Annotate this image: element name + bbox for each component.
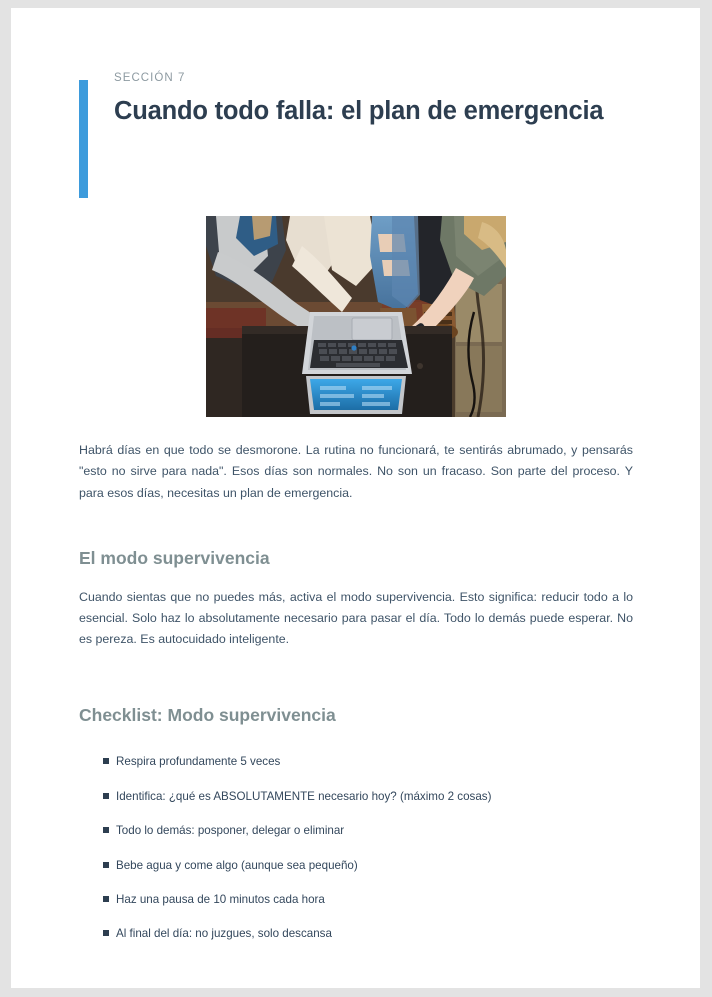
square-bullet-icon xyxy=(103,827,109,833)
document-content xyxy=(79,72,633,943)
survival-heading: El modo supervivencia xyxy=(79,547,270,568)
list-item-label: Haz una pausa de 10 minutos cada hora xyxy=(116,893,325,907)
checklist xyxy=(79,753,633,942)
figure xyxy=(79,216,633,417)
list-item xyxy=(103,822,633,839)
section-eyebrow: SECCIÓN 7 xyxy=(114,72,186,84)
intro-paragraph: Habrá días en que todo se desmorone. La rutina no funcionará, te sentirás abrumado, y pensarás "esto no sirve para nada". Esos días son normales. No son un fracaso. Son parte del proceso. Y para esos días, necesitas un plan de emergencia. xyxy=(79,443,633,500)
checklist-heading: Checklist: Modo supervivencia xyxy=(79,704,336,725)
square-bullet-icon xyxy=(103,862,109,868)
list-item-label: Identifica: ¿qué es ABSOLUTAMENTE necesario hoy? (máximo 2 cosas) xyxy=(116,789,492,803)
list-item-label: Al final del día: no juzgues, solo descansa xyxy=(116,927,332,941)
list-item xyxy=(103,788,633,805)
survival-paragraph: Cuando sientas que no puedes más, activa el modo supervivencia. Esto significa: reducir todo a lo esencial. Solo haz lo absolutamente necesario para pasar el día. Todo lo demás puede esperar. No es pereza. Es autocuidado inteligente. xyxy=(79,589,633,647)
square-bullet-icon xyxy=(103,896,109,902)
list-item xyxy=(103,857,633,874)
list-item-label: Todo lo demás: posponer, delegar o eliminar xyxy=(116,824,345,838)
square-bullet-icon xyxy=(103,793,109,799)
photo-icon xyxy=(206,216,506,417)
square-bullet-icon xyxy=(103,758,109,764)
accent-bar xyxy=(79,80,88,198)
page-title: Cuando todo falla: el plan de emergencia xyxy=(114,96,604,125)
document-page xyxy=(11,8,700,988)
document-header xyxy=(79,72,633,192)
list-item xyxy=(103,891,633,908)
list-item xyxy=(103,753,633,770)
list-item-label: Respira profundamente 5 veces xyxy=(116,755,281,769)
list-item xyxy=(103,925,633,942)
list-item-label: Bebe agua y come algo (aunque sea pequeño) xyxy=(116,858,358,872)
square-bullet-icon xyxy=(103,930,109,936)
